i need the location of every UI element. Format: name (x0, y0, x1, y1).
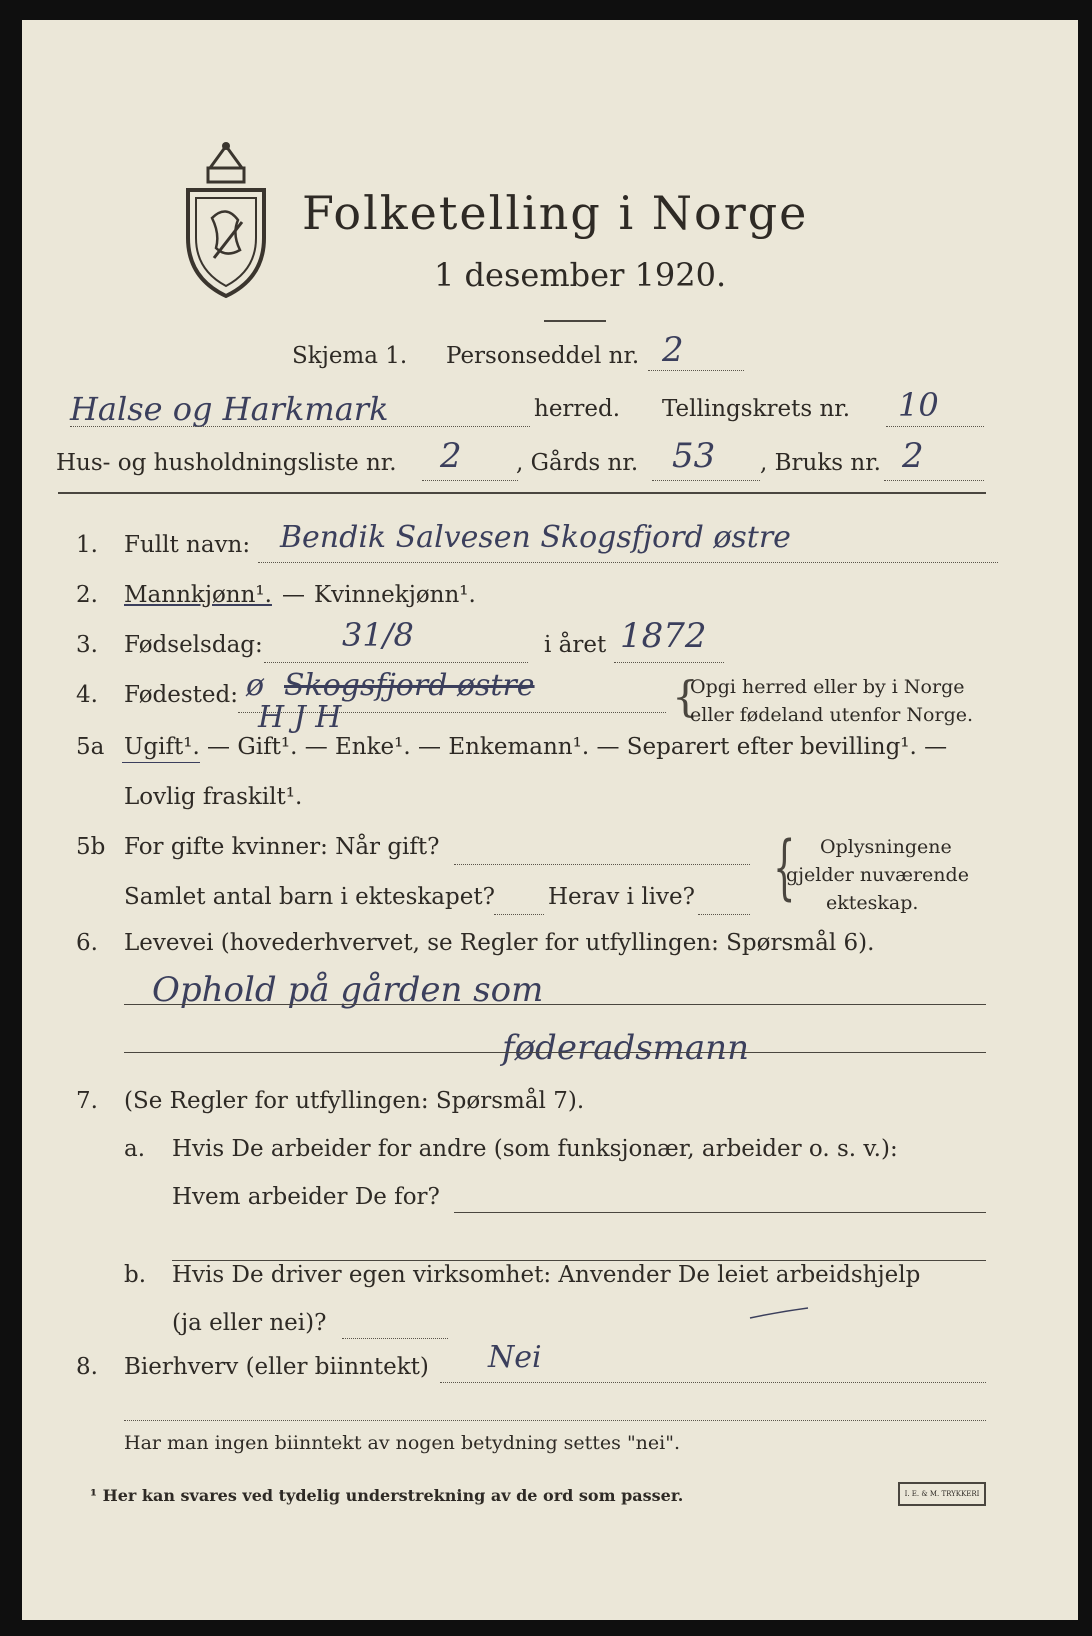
q1-value: Bendik Salvesen Skogsfjord østre (280, 520, 791, 555)
header-separator (58, 492, 986, 494)
q1-number: 1. (76, 532, 98, 558)
q2-number: 2. (76, 582, 98, 608)
q5b-children-line (494, 914, 544, 915)
q5b-note-line3: ekteskap. (826, 892, 919, 914)
q5b-children-label: Samlet antal barn i ekteskapet? (124, 884, 495, 910)
q1-line (258, 562, 998, 563)
norway-coat-of-arms-icon (180, 138, 272, 298)
q3-label: Fødselsdag: (124, 632, 263, 658)
gards-label: , Gårds nr. (516, 450, 639, 476)
hus-value: 2 (440, 436, 462, 476)
q4-note-line2: eller fødeland utenfor Norge. (690, 704, 974, 726)
skjema-label: Skjema 1. (292, 343, 408, 369)
hus-label: Hus- og husholdningsliste nr. (56, 450, 397, 476)
q5b-alive-line (698, 914, 750, 915)
census-date: 1 desember 1920. (434, 256, 727, 294)
title-divider (544, 320, 606, 322)
tellingskrets-line (886, 426, 984, 427)
q5a-options: Ugift¹. — Gift¹. — Enke¹. — Enkemann¹. — Separert efter bevilling¹. — (124, 734, 948, 760)
q2-separator: — (282, 582, 305, 608)
q7-label: (Se Regler for utfyllingen: Spørsmål 7). (124, 1088, 585, 1114)
q4-label: Fødested: (124, 682, 239, 708)
q7a-line1: Hvis De arbeider for andre (som funksjonær, arbeider o. s. v.): (172, 1136, 898, 1162)
tellingskrets-label: Tellingskrets nr. (662, 396, 851, 422)
q8-value: Nei (488, 1340, 542, 1375)
q3-year-line (614, 662, 724, 663)
q7b-line1: Hvis De driver egen virksomhet: Anvender De leiet arbeidshjelp (172, 1262, 921, 1288)
q6-line2 (124, 1052, 986, 1053)
q8-label: Bierhverv (eller biinntekt) (124, 1354, 429, 1380)
q7b-pen-stroke (748, 1306, 810, 1322)
q5a-number: 5a (76, 734, 105, 760)
q5b-number: 5b (76, 834, 106, 860)
bruks-line (884, 480, 984, 481)
q6-number: 6. (76, 930, 98, 956)
q8-number: 8. (76, 1354, 98, 1380)
personseddel-line (648, 370, 744, 371)
herred-value: Halse og Harkmark (70, 390, 389, 428)
q7b-line2: (ja eller nei)? (172, 1310, 327, 1336)
q7a-answer-line1 (454, 1212, 986, 1213)
q1-label: Fullt navn: (124, 532, 251, 558)
q4-brace: { (672, 672, 699, 721)
q7b-letter: b. (124, 1262, 147, 1288)
q5b-note-line2: gjelder nuværende (786, 864, 969, 886)
q5a-underline-mark (122, 762, 200, 763)
q3-year-label: i året (544, 632, 607, 658)
q5b-alive-label: Herav i live? (548, 884, 695, 910)
q5b-married-line (454, 864, 750, 865)
gards-value: 53 (672, 436, 716, 476)
form-title: Folketelling i Norge (302, 186, 809, 240)
q5b-note-line1: Oplysningene (820, 836, 952, 858)
q7b-answer-line (342, 1338, 448, 1339)
q4-value-correction: H J H (258, 700, 342, 735)
personseddel-value: 2 (662, 330, 684, 370)
q8-answer-line1 (440, 1382, 986, 1383)
footnote: ¹ Her kan svares ved tydelig understrekning av de ord som passer. (90, 1486, 684, 1505)
bruks-label: , Bruks nr. (760, 450, 881, 476)
q4-note-line1: Opgi herred eller by i Norge (690, 676, 965, 698)
q3-year-value: 1872 (620, 616, 707, 656)
q3-number: 3. (76, 632, 98, 658)
q7-number: 7. (76, 1088, 98, 1114)
q4-number: 4. (76, 682, 98, 708)
q6-value-line1: Ophold på gården som (152, 970, 544, 1010)
q8-answer-line2 (124, 1420, 986, 1421)
q2-male-option: Mannkjønn¹. (124, 582, 272, 608)
q3-date-line (264, 662, 528, 663)
gards-line (652, 480, 760, 481)
q6-value-line2: føderadsmann (502, 1028, 749, 1068)
q6-label: Levevei (hovederhvervet, se Regler for utfyllingen: Spørsmål 6). (124, 930, 875, 956)
q7a-line2: Hvem arbeider De for? (172, 1184, 440, 1210)
personseddel-label: Personseddel nr. (446, 343, 640, 369)
q2-female-option: Kvinnekjønn¹. (314, 582, 476, 608)
q4-value-prefix: ø (246, 668, 265, 703)
herred-line (70, 426, 530, 427)
census-form-page (22, 20, 1078, 1620)
q3-value: 31/8 (342, 616, 414, 654)
q7a-answer-line2 (172, 1260, 986, 1261)
q5b-line1: For gifte kvinner: Når gift? (124, 834, 440, 860)
q8-note: Har man ingen biinntekt av nogen betydning settes "nei". (124, 1432, 681, 1454)
q7a-letter: a. (124, 1136, 146, 1162)
hus-line (422, 480, 518, 481)
herred-label: herred. (534, 396, 621, 422)
printer-stamp: I. E. & M. TRYKKERI (898, 1482, 986, 1506)
q6-line1 (124, 1004, 986, 1005)
tellingskrets-value: 10 (898, 386, 939, 424)
q4-value-struck: Skogsfjord østre (284, 668, 535, 703)
bruks-value: 2 (902, 436, 924, 476)
q5a-options-line2: Lovlig fraskilt¹. (124, 784, 303, 810)
q5b-brace: { (773, 826, 796, 908)
